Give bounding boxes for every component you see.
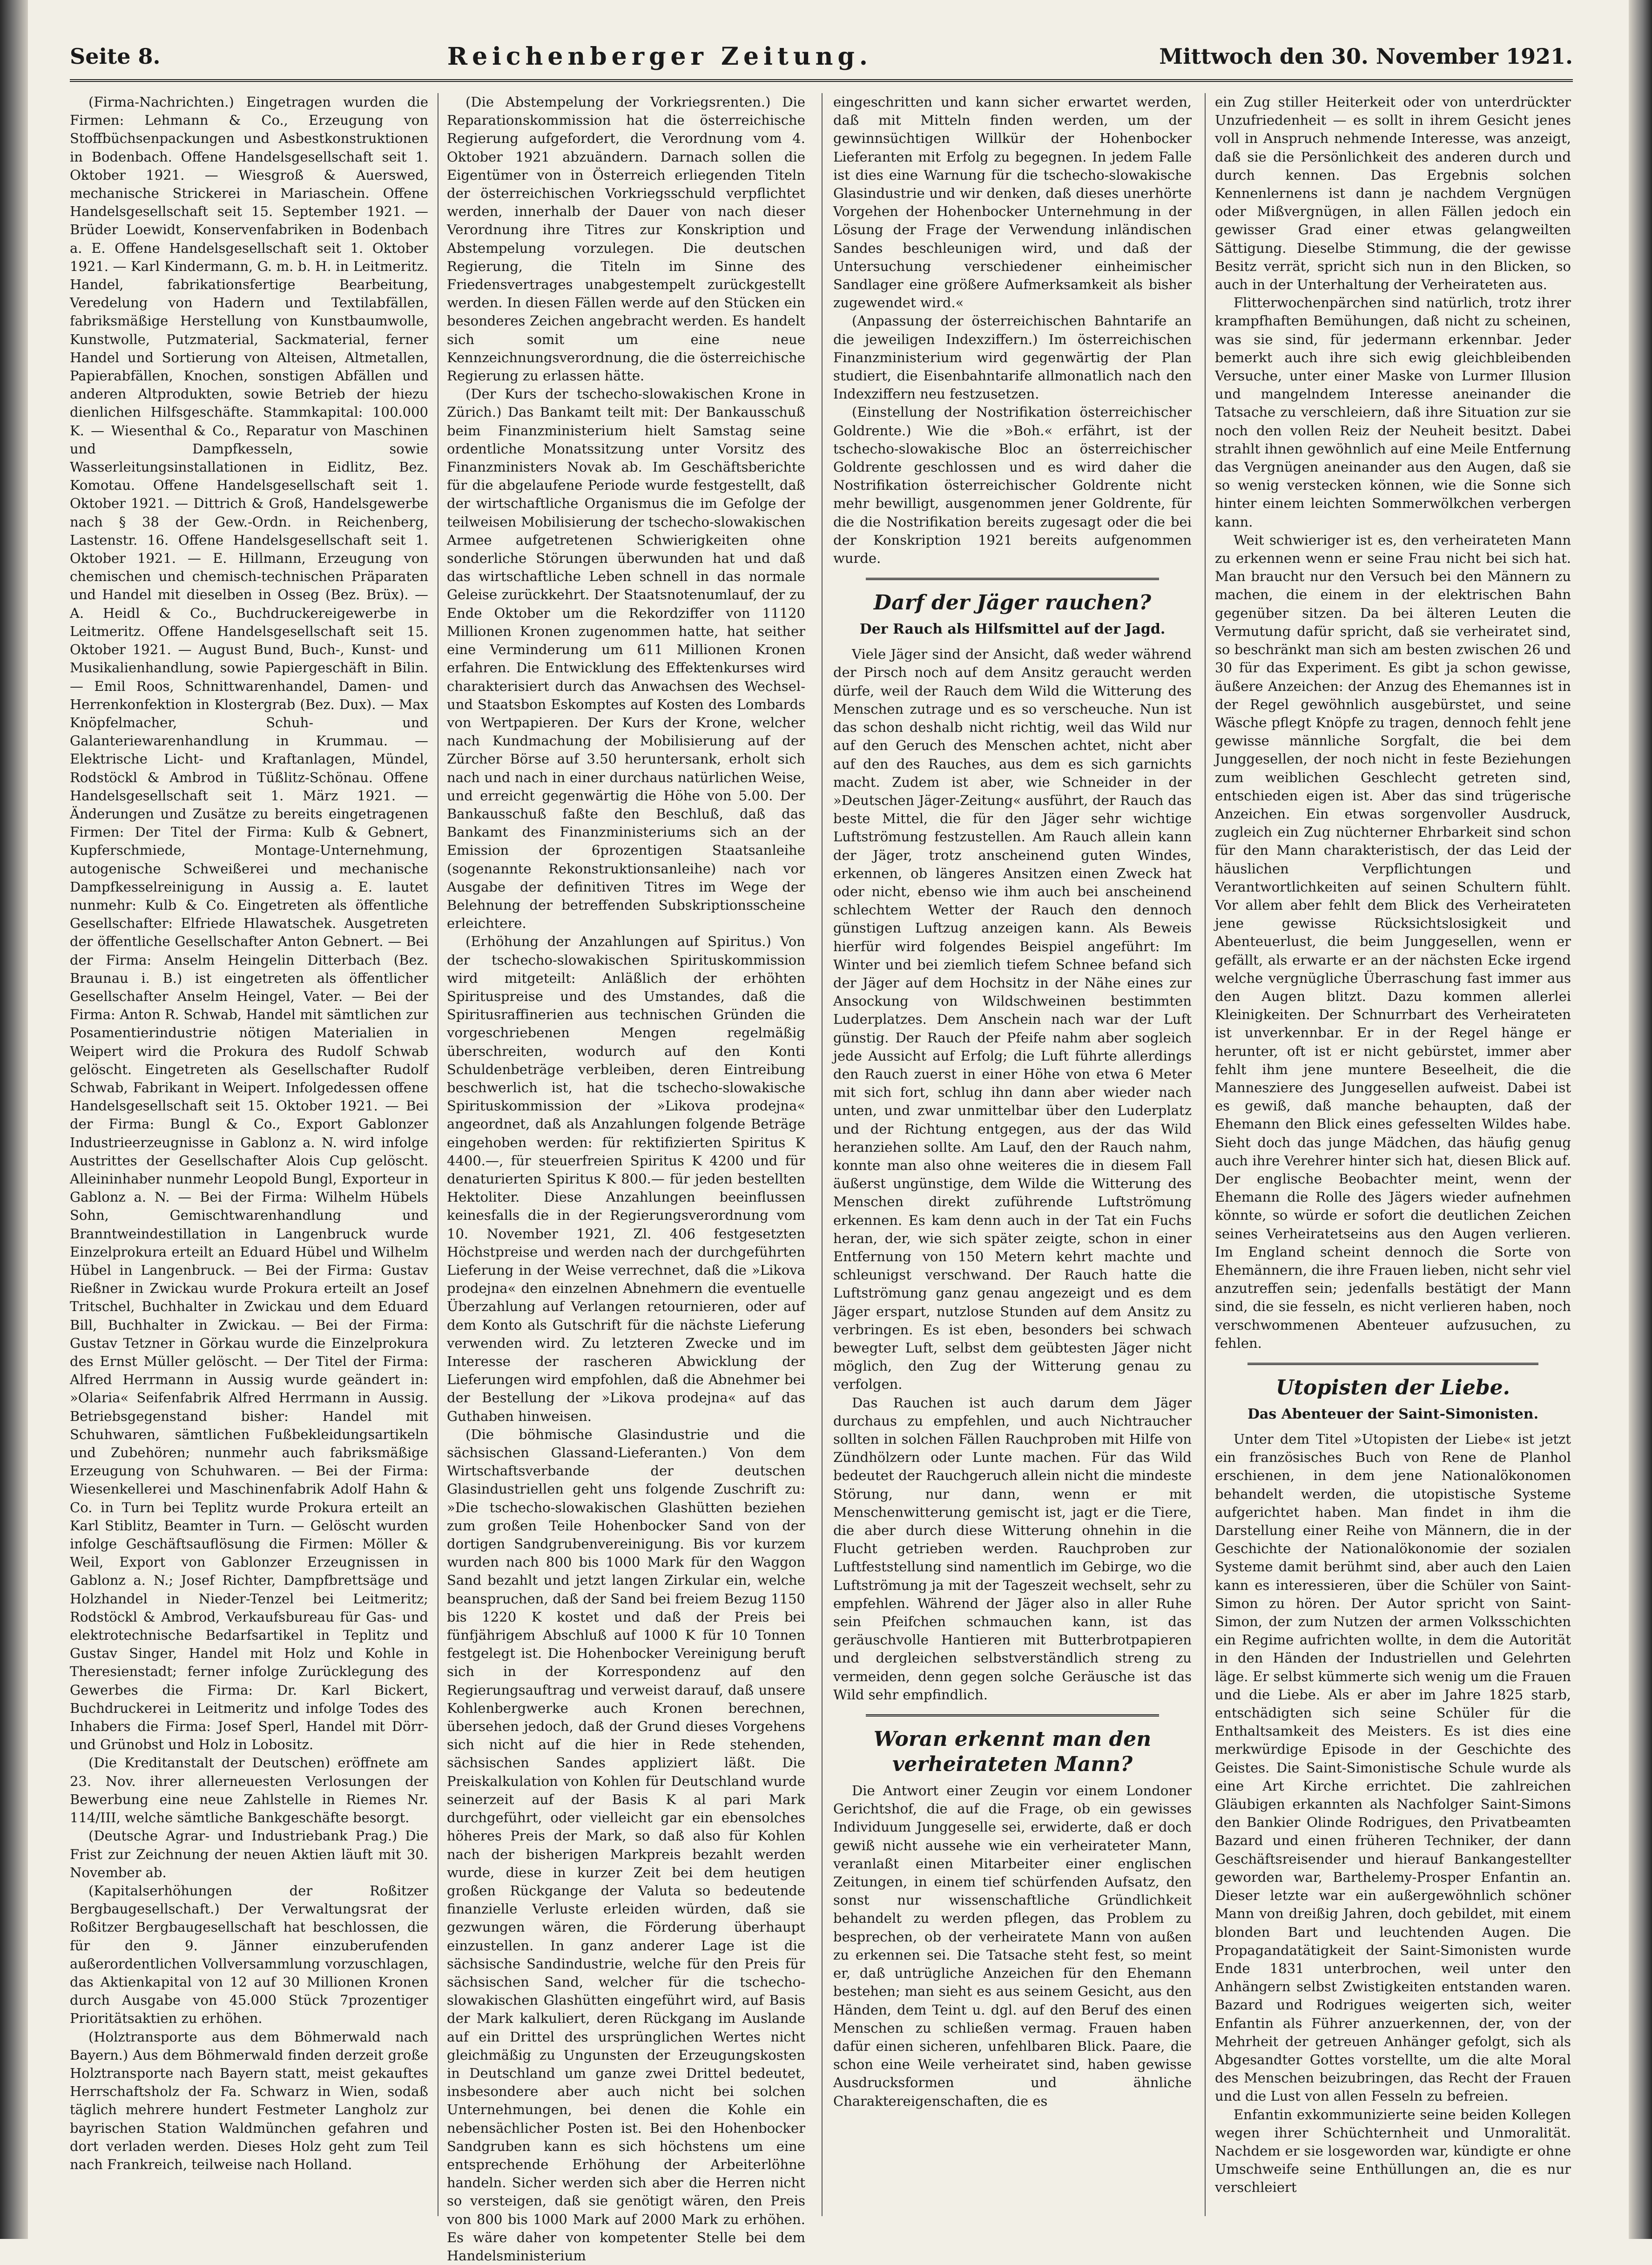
subheadline-utopisten: Das Abenteuer der Saint-Simonisten. — [1247, 1406, 1539, 1423]
column-3 — [833, 93, 1192, 2216]
article-utopisten-body: Unter dem Titel »Utopisten der Liebe« ist jetzt ein französisches Buch von Rene de Planhol erschienen, in dem jene Nationalökonomen behandelt werden, die utopistische Systeme aufgerichtet haben. Man findet in ihm die Darstellung einer Reihe von Männern, die in der Geschichte der Nationalökonomie der sozialen Systeme damit berühmt sind, aber auch den Laien kann es interessieren, über die Schüler von Saint-Simon zu hören. Der Autor spricht von Saint-Simon, der zum Nutzen der armen Volksschichten ein Regime aufrichten wollte, in dem die Autorität in den Händen der Industriellen und Gelehrten läge. Er selbst kümmerte sich wenig um die Frauen und die Liebe. Als er aber im Jahre 1825 starb, entschädigten sich seine Schüler für die Enthaltsamkeit des Meisters. Es ist dies eine merkwürdige Episode in der Geschichte des Geistes. Die Saint-Simonistische Schule wurde als eine Art Kirche errichtet. Die zahlreichen Gläubigen erkannten als Nachfolger Saint-Simons den Bankier Olinde Rodrigues, den Privatbeamten Bazard und einen früheren Techniker, der dann Geschäftsreisender und hierauf Bankangestellter geworden war, Barthelemy-Prosper Enfantin an. Dieser letzte war ein außergewöhnlich schöner Mann von dreißig Jahren, doch gebildet, mit einem blonden Bart und leuchtenden Augen. Die Propagandatätigkeit der Saint-Simonisten wurde Ende 1831 unterbrochen, weil unter den Anhängern selbst Zwistigkeiten entstanden waren. Bazard und Rodrigues weigerten sich, weiter Enfantin als Führer anzuerkennen, der, von der Mehrheit der getreuen Anhänger gefolgt, sich als Abgesandter Gottes vorstellte, um die alte Moral des Menschen beizubringen, das Recht der Frauen und die Lust von allen Fesseln zu befreien. — [1215, 1431, 1571, 2104]
column-4 — [1215, 93, 1571, 2216]
headline-jaeger: Darf der Jäger rauchen? — [873, 591, 1152, 615]
headline-verheirateter-mann: Woran erkennt man den verheirateten Mann? — [873, 1727, 1152, 1777]
article-firma-nachrichten: (Firma-Nachrichten.) Eingetragen wurden die Firmen: Lehmann & Co., Erzeugung von Stoffbüchsenpackungen und Asbestkonstruktionen in Bodenbach. Offene Handelsgesellschaft seit 1. Oktober 1921. — Wiesgroß & Auerswed, mechanische Strickerei in Mariaschein. Offene Handelsgesellschaft seit 15. September 1921. — Brüder Loewidt, Konservenfabriken in Bodenbach a. E. Offene Handelsgesellschaft seit 1. Oktober 1921. — Karl Kindermann, G. m. b. H. in Leitmeritz. Handel, fabrikationsfertige Bearbeitung, Veredelung von Hadern und Textilabfällen, fabriksmäßige Herstellung von Kunstbaumwolle, Kunstwolle, Putzmaterial, Sackmaterial, ferner Handel und Sortierung von Alteisen, Altmetallen, Papierabfällen, Knochen, sonstigen Abfällen und anderen Altprodukten, sowie Betrieb der hiezu dienlichen Hilfsgeschäfte. Stammkapital: 100.000 K. — Wiesenthal & Co., Reparatur von Maschinen und Dampfkesseln, sowie Wasserleitungsinstallationen in Eidlitz, Bez. Komotau. Offene Handelsgesellschaft seit 1. Oktober 1921. — Dittrich & Groß, Handelsgewerbe nach § 38 der Gew.-Ordn. in Reichenberg, Lastenstr. 16. Offene Handelsgesellschaft seit 1. Oktober 1921. — E. Hillmann, Erzeugung von chemischen und chemisch-technischen Präparaten und Handel mit dieselben in Osseg (Bez. Brüx). — A. Heidl & Co., Buchdruckereigewerbe in Leitmeritz. Offene Handelsgesellschaft seit 15. Oktober 1921. — August Bund, Buch-, Kunst- und Musikalienhandlung, sowie Papiergeschäft in Bilin. — Emil Roos, Schnittwarenhandel, Damen- und Herrenkonfektion in Klostergrab (Bez. Dux). — Max Knöpfelmacher, Schuh- und Galanteriewarenhandlung in Krummau. — Elektrische Licht- und Kraftanlagen, Mündel, Rodstöckl & Ambrod in Tüßlitz-Schönau. Offene Handelsgesellschaft seit 1. März 1921. — Änderungen und Zusätze zu bereits eingetragenen Firmen: Der Titel der Firma: Kulb & Gebnert, Kupferschmiede, Montage-Unternehmung, autogenische Schweißerei und mechanische Dampfkesselreinigung in Aussig a. E. lautet nunmehr: Kulb & Co. Eingetreten als öffentliche Gesellschafter: Elfriede Hlawatschek. Ausgetreten der öffentliche Gesellschafter Anton Gebnert. — Bei der Firma: Anselm Heingelin Ditterbach (Bez. Braunau i. B.) ist eingetreten als öffentlicher Gesellschafter Anselm Heingel, Vater. — Bei der Firma: Anton R. Schwab, Handel mit sämtlichen zur Posamentierindustrie nötigen Materialien in Weipert wird die Prokura des Rudolf Schwab gelöscht. Eingetreten als Gesellschafter Rudolf Schwab, Fabrikant in Weipert. Infolgedessen offene Handelsgesellschaft seit 15. Oktober 1921. — Bei der Firma: Bungl & Co., Export Gablonzer Industrieerzeugnisse in Gablonz a. N. wird infolge Austrittes der Gesellschafter Alois Cup gelöscht. Alleininhaber nunmehr Leopold Bungl, Exporteur in Gablonz a. N. — Bei der Firma: Wilhelm Hübels Sohn, Gemischtwarenhandlung und Branntweindestillation in Langenbruck wurde Einzelprokura erteilt an Eduard Hübel und Wilhelm Hübel in Langenbruck. — Bei der Firma: Gustav Rießner in Zwickau wurde Prokura erteilt an Josef Tritschel, Buchhalter in Zwickau und dem Eduard Bill, Buchhalter in Zwickau. — Bei der Firma: Gustav Tetzner in Görkau wurde die Einzelprokura des Ernst Müller gelöscht. — Der Titel der Firma: Alfred Herrmann in Aussig wurde geändert in: »Olaria« Seifenfabrik Alfred Herrmann in Aussig. Betriebsgegenstand bisher: Handel mit Schuhwaren, sämtlichen Fußbekleidungsartikeln und Zubehören; nunmehr auch fabriksmäßige Erzeugung von Schuhwaren. — Bei der Firma: Wiesenkellerei und Maschinenfabrik Adolf Hahn & Co. in Turn bei Teplitz wurde Prokura erteilt an Karl Stiblitz, Beamter in Turn. — Gelöscht wurden infolge Geschäftsauflösung die Firmen: Möller & Weil, Export von Gablonzer Erzeugnissen in Gablonz a. N.; Josef Richter, Dampfbrettsäge und Holzhandel in Nieder-Tenzel bei Leitmeritz; Rodstöckl & Ambrod, Verkaufsbureau für Gas- und elektrotechnische Bedarfsartikel in Teplitz und Gustav Singer, Handel mit Holz und Kohle in Theresienstadt; ferner infolge Zurücklegung des Gewerbes die Firma: Dr. Karl Bickert, Buchdruckerei in Leitmeritz und infolge Todes des Inhabers die Firma: Josef Sperl, Handel mit Dörr- und Grünobst und Holz in Lobositz. — [70, 94, 428, 1753]
scan-binding-shadow-left — [0, 0, 28, 2239]
column-2 — [447, 93, 805, 2264]
column-divider — [822, 93, 823, 2216]
article-goldrente: (Einstellung der Nostrifikation österreichischer Goldrente.) Wie die »Boh.« erfährt, ist der tschecho-slowakische Bloc an österreichischer Goldrente geschlossen und es wird daher die Nostrifikation österreichischer Goldrente nicht mehr bewilligt, ausgenommen jener Goldrente, für die die Nostrifikation bereits zugesagt oder die bei der Konskription 1921 bereits aufgenommen wurde. — [833, 404, 1192, 567]
article-jaeger-body: Viele Jäger sind der Ansicht, daß weder während der Pirsch noch auf dem Ansitz geraucht werden dürfe, weil der Rauch dem Wild die Witterung des Menschen zutrage und es so verscheuche. Nun ist das schon deshalb nicht richtig, weil das Wild nur auf den Geruch des Menschen achtet, nicht aber auf den des Rauches, aus dem es sich garnichts macht. Zudem ist aber, wie Schneider in der »Deutschen Jäger-Zeitung« ausführt, der Rauch das beste Mittel, die für den Jäger sehr wichtige Luftströmung festzustellen. Am Rauch allein kann der Jäger, trotz anscheinend guten Windes, erkennen, ob längeres Ansitzen einen Zweck hat oder nicht, ebenso wie ihm auch bei anscheinend schlechtem Wetter der Rauch den dennoch günstigen Luftzug anzeigen kann. Als Beweis hierfür wird folgendes Beispiel angeführt: Im Winter und bei ziemlich tiefem Schnee befand sich der Jäger auf dem Hochsitz in der Nähe eines zur Ansockung von Wildschweinen bestimmten Luderplatzes. Dem Anschein nach war der Luft günstig. Der Rauch der Pfeife nahm aber sogleich jede Aussicht auf Erfolg; die Luft führte allerdings den Rauch zuerst in einer Höhe von etwa 6 Meter mit sich fort, schlug ihn dann aber wieder nach unten, und zwar unmittelbar über den Luderplatz und der Richtung entgegen, aus der das Wild heranziehen sollte. Am Lauf, den der Rauch nahm, konnte man also ohne weiteres die in diesem Fall äußerst ungünstige, dem Wilde die Witterung des Menschen direkt zuführende Luftströmung erkennen. Es kam denn auch in der Tat ein Fuchs heran, der, wie sich später zeigte, schon in einer Entfernung von 150 Metern kehrt machte und schleunigst verschwand. Der Rauch hatte die Luftströmung ganz genau angezeigt und es dem Jäger erspart, nutzlose Stunden auf dem Ansitz zu verbringen. Es ist eben, besonders bei schwach bewegter Luft, selbst dem geübtesten Jäger nicht möglich, den Zug der Witterung genau zu verfolgen. — [833, 646, 1192, 1393]
article-glasindustrie-cont: eingeschritten und kann sicher erwartet werden, daß mit Mitteln finden werden, um der gewinnsüchtigen Willkür der Hohenbocker Lieferanten mit Erfolg zu begegnen. In jedem Falle ist dies eine Warnung für die tschecho-slowakische Glasindustrie und wir denken, daß dieses unerhörte Vorgehen der Hohenbocker Unternehmung in der Lösung der Frage der Verwendung inländischen Sandes beschleunigen wird, und daß der Untersuchung verschiedener einheimischer Sandlager eine größere Aufmerksamkeit als bisher zugewendet wird.« — [833, 94, 1192, 311]
column-divider — [1205, 93, 1206, 2216]
newspaper-title: Reichenberger Zeitung. — [447, 42, 872, 71]
headline-utopisten: Utopisten der Liebe. — [1276, 1376, 1510, 1400]
article-rossitzer-bergbau: (Kapitalserhöhungen der Roßitzer Bergbaugesellschaft.) Der Verwaltungsrat der Roßitzer Bergbaugesellschaft hat beschlossen, die für den 9. Jänner einzuberufenden außerordentlichen Vollversammlung vorzuschlagen, das Aktienkapital von 12 auf 30 Millionen Kronen durch Ausgabe von 45.000 Stück 7prozentiger Prioritätsaktien zu erhöhen. — [70, 1882, 428, 2027]
article-flitterwochen: Flitterwochenpärchen sind natürlich, trotz ihrer krampfhaften Bemühungen, daß nicht zu scheinen, was sie sind, für jedermann erkennbar. Jeder bemerkt auch ihre sich ewig gleichbleibenden Versuche, unter einer Maske von Lurmer Illusion und mangelndem Interesse aneinander die Tatsache zu verschleiern, daß ihre Situation zur sie noch den vollen Reiz der Neuheit besitzt. Dabei strahlt ihnen gewöhnlich auf eine Meile Entfernung das Vergnügen aneinander aus den Augen, daß sie so wenig verstecken können, wie die Sonne sich hinter einem leichten Sommerwölkchen verbergen kann. — [1215, 295, 1571, 530]
section-separator — [866, 1714, 1159, 1717]
article-kreditanstalt: (Die Kreditanstalt der Deutschen) eröffnete am 23. Nov. ihrer allerneuesten Verlosungen der Bewerbung eine neue Zahlstelle in Riemes Nr. 114/III, welche sämtliche Bankgeschäfte besorgt. — [70, 1755, 428, 1826]
article-bahntarife: (Anpassung der österreichischen Bahntarife an die jeweiligen Indexziffern.) Im österreichischen Finanzministerium wird gegenwärtig der Plan studiert, die Eisenbahntarife allmonatlich nach den Indexziffern neu festzusetzen. — [833, 313, 1192, 402]
section-separator — [1247, 1363, 1538, 1365]
header-rule — [70, 79, 1573, 82]
article-holztransporte: (Holztransporte aus dem Böhmerwald nach Bayern.) Aus dem Böhmerwald finden derzeit große Holztransporte nach Bayern statt, meist gekauftes Herrschaftsholz der Fa. Schwarz in Wien, sodaß täglich mehrere hundert Festmeter Langholz zur bayrischen Station Waldmünchen gefahren und dort verladen werden. Dieses Holz geht zum Teil nach Frankreich, teilweise nach Holland. — [70, 2028, 428, 2172]
article-vorkriegsrenten: (Die Abstempelung der Vorkriegsrenten.) Die Reparationskommission hat die österreichische Regierung aufgefordert, die Verordnung vom 4. Oktober 1921 abzuändern. Darnach sollen die Eigentümer von in Österreich erliegenden Titeln der österreichischen Vorkriegsschuld verpflichtet werden, innerhalb der Dauer von nach dieser Verordnung ihre Titres zur Konskription und Abstempelung vorzulegen. Die deutschen Regierung, die Titeln im Sinne des Friedensvertrages unabgestempelt zurückgestellt werden. In diesen Fällen werde auf den Stücken ein besonderes Zeichen angebracht werden. Es handelt sich somit um eine neue Kennzeichnungsverordnung, die die österreichische Regierung zu erlassen hätte. — [447, 94, 805, 384]
page-header — [70, 36, 1573, 76]
page-number: Seite 8. — [70, 44, 161, 69]
article-jaeger-body-2: Das Rauchen ist auch darum dem Jäger durchaus zu empfehlen, und auch Nichtraucher sollten in solchen Fällen Rauchproben mit Hilfe von Zündhölzern oder Lunte machen. Für das Wild bedeutet der Rauchgeruch allein nicht die mindeste Störung, nur dann, wenn er mit Menschenwitterung gemischt ist, jagt er die Tiere, die aber durch diese Witterung ohnehin in die Flucht getrieben werden. Rauchproben zur Luftfeststellung sind namentlich im Gebirge, wo die Luftströmung ja mit der Tageszeit wechselt, sehr zu empfehlen. Während der Jäger also in aller Ruhe sein Pfeifchen schmauchen kann, ist das geräuschvolle Hantieren mit Butterbrotpapieren und dergleichen selbstverständlich streng zu vermeiden, denn gegen solche Geräusche ist das Wild sehr empfindlich. — [833, 1394, 1192, 1703]
subheadline-jaeger: Der Rauch als Hilfsmittel auf der Jagd. — [859, 621, 1166, 638]
column-1 — [70, 93, 428, 2216]
issue-date: Mittwoch den 30. November 1921. — [1159, 44, 1573, 69]
article-verheirateter-mann-cont: ein Zug stiller Heiterkeit oder von unterdrückter Unzufriedenheit — es sollt in ihrem Gesicht jenes voll in Anspruch nehmende Interesse, was anzeigt, daß sie die Persönlichkeit des anderen durch und durch kennen. Das Ergebnis solchen Kennenlernens ist dann je nachdem Vergnügen oder Mißvergnügen, in allen Fällen jedoch ein gewisser Grad einer etwas gelangweilten Sättigung. Dieselbe Stimmung, die der gewisse Besitz verrät, spricht sich nun in den Blicken, so auch in der Unterhaltung der Verheirateten aus. — [1215, 94, 1571, 293]
article-agrarbank: (Deutsche Agrar- und Industriebank Prag.) Die Frist zur Zeichnung der neuen Aktien läuft mit 30. November ab. — [70, 1828, 428, 1880]
scan-edge-shadow-right — [1629, 0, 1652, 2239]
article-spiritus: (Erhöhung der Anzahlungen auf Spiritus.) Von der tschecho-slowakischen Spirituskommission wird mitgeteilt: Anläßlich der erhöhten Spirituspreise und des Umstandes, daß die Spiritusraffinerien aus technischen Gründen die vorgeschriebenen Mengen regelmäßig überschreiten, wodurch auf den Konti Schuldenbeträge verbleiben, deren Eintreibung beschwerlich ist, hat die tschecho-slowakische Spirituskommission der »Likova prodejna« angeordnet, daß als Anzahlungen folgende Beträge eingehoben werden: für rektifizierten Spiritus K 4400.—, für steuerfreien Spiritus K 4200 und für denaturierten Spiritus K 800.— für jeden bestellten Hektoliter. Diese Anzahlungen beeinflussen keinesfalls die in der Regierungsverordnung vom 10. November 1921, Zl. 406 festgesetzten Höchstpreise und werden nach der durchgeführten Lieferung in der Weise verrechnet, daß die »Likova prodejna« den einzelnen Abnehmern die eventuelle Überzahlung auf Verlangen retournieren, oder auf dem Konto als Gutschrift für die nächste Lieferung verwenden wird. Zu letzteren Zwecke und im Interesse der rascheren Abwicklung der Lieferungen wird empfohlen, daß die Abnehmer bei der Bestellung der »Likova prodejna« auf das Guthaben hinweisen. — [447, 933, 805, 1424]
section-separator — [866, 578, 1159, 580]
article-verheirateter-erkennen: Weit schwieriger ist es, den verheirateten Mann zu erkennen wenn er seine Frau nicht bei sich hat. Man braucht nur den Versuch bei den Männern zu machen, die einem in der elektrischen Bahn gegenüber sitzen. Da bei älteren Leuten die Vermutung dafür spricht, daß sie verheiratet sind, so beschränkt man sich am besten zwischen 26 und 30 für das Experiment. Es gibt ja schon gewisse, äußere Anzeichen: der Anzug des Ehemannes ist in der Regel gewöhnlich ausgebürstet, und seine Wäsche pflegt Knöpfe zu tragen, dennoch fehlt jene gewisse männliche Sorgfalt, die bei dem Junggesellen, der noch nicht in feste Beziehungen zum weiblichen Geschlecht getreten sind, entschieden eigen ist. Aber das sind trügerische Anzeichen. Ein etwas sorgenvoller Ausdruck, zugleich ein Zug nüchterner Ehrbarkeit sind schon für den Mann charakteristisch, der das Leid der häuslichen Verpflichtungen und Verantwortlichkeiten auf seinen Schultern fühlt. Vor allem aber fehlt dem Blick des Verheirateten jene gewisse Rücksichtslosigkeit und Abenteuerlust, die beim Junggesellen, wenn er gefällt, als erwarte er an der nächsten Ecke irgend welche vergnügliche Überraschung fast immer aus den Augen blitzt. Dazu kommen allerlei Kleinigkeiten. Der Schnurrbart des Verheirateten ist unverkennbar. Er in der Regel hänge er herunter, oft ist er nicht gebürstet, immer aber fehlt ihm jene muntere Beseelheit, die die Mannesziere des Junggesellen aufweist. Dabei ist es gewiß, daß manche behaupten, daß der Ehemann den Blick eines gefesselten Wildes habe. Sieht doch das junge Mädchen, das häufig genug auch ihre Verehrer hinter sich hat, diesen Blick auf. Der englische Beobachter meint, wenn der Ehemann die Rolle des Jägers wieder aufnehmen könnte, so würde er sofort die deutlichen Zeichen seines Verheiratetseins aus den Augen verlieren. Im England scheint dennoch die Sorte von Ehemännern, die ihre Frauen lieben, nicht sehr viel anzutreffen sein; jedenfalls bestätigt der Mann sind, die sie fesseln, es nicht verlieren haben, noch verschwommenen Abenteuer aufzusuchen, zu fehlen. — [1215, 532, 1571, 1351]
article-verheirateter-mann-body: Die Antwort einer Zeugin vor einem Londoner Gerichtshof, die auf die Frage, ob ein gewisses Individuum Junggeselle sei, erwiderte, daß er doch gewiß nicht aussehe wie ein verheirateter Mann, veranlaßt einen Mitarbeiter einer englischen Zeitungen, in einem tief schürfenden Aufsatz, den sonst nur wissenschaftliche Gründlichkeit behandelt zu werden pflegen, das Problem zu besprechen, ob der verheiratete Mann von außen zu erkennen sei. Die Tatsache steht fest, so meint er, daß untrügliche Anzeichen für den Ehemann bestehen; man sieht es aus seinem Gesicht, aus den Händen, dem Teint u. dgl. auf den Beruf des einen Menschen zu schließen vermag. Frauen haben dafür einen sicheren, unfehlbaren Blick. Paare, die schon eine Weile verheiratet sind, haben gewisse Ausdrucksformen und ähnliche Charaktereigenschaften, die es — [833, 1783, 1192, 2109]
article-utopisten-body-2: Enfantin exkommunizierte seine beiden Kollegen wegen ihrer Schüchternheit und Unmoralität. Nachdem er sie losgeworden war, kündigte er ohne Umschweife seine Enthüllungen an, die es nur verschleiert — [1215, 2106, 1571, 2196]
article-kronenkurs: (Der Kurs der tschecho-slowakischen Krone in Zürich.) Das Bankamt teilt mit: Der Bankausschuß beim Finanzministerium hielt Samstag seine ordentliche Monatssitzung unter Vorsitz des Finanzministers Novak ab. Im Geschäftsberichte für die abgelaufene Periode wurde festgestellt, daß der wirtschaftliche Organismus die im Gefolge der teilweisen Mobilisierung der tschecho-slowakischen Armee aufgetretenen Schwierigkeiten ohne sonderliche Störungen überwunden hat und daß das wirtschaftliche Leben schnell in das normale Geleise zurückkehrt. Der Staatsnotenumlauf, der zu Ende Oktober um die Rekordziffer von 11120 Millionen Kronen zugenommen hatte, hat seither eine Verminderung um 611 Millionen Kronen erfahren. Die Entwicklung des Effektenkurses wird charakterisiert durch das Anwachsen des Wechsel- und Staatsbon Eskomptes auf Kosten des Lombards von Wertpapieren. Der Kurs der Krone, welcher nach Kundmachung der Mobilisierung auf der Zürcher Börse auf 3.50 heruntersank, erholt sich nach und nach in einer durchaus natürlichen Weise, und erreicht gegenwärtig die Höhe von 5.00. Der Bankausschuß faßte den Beschluß, daß das Bankamt des Finanzministeriums sich an der Emission der 6prozentigen Staatsanleihe (sogenannte Rekonstruktionsanleihe) nach vor Ausgabe der definitiven Titres im Wege der Belehnung der betreffenden Subskriptionsscheine erleichtere. — [447, 386, 805, 932]
article-glasindustrie: (Die böhmische Glasindustrie und die sächsischen Glassand-Lieferanten.) Von dem Wirtschaftsverbande der deutschen Glasindustriellen geht uns folgende Zuschrift zu: »Die tschecho-slowakischen Glashütten beziehen zum großen Teile Hohenbocker Sand von der dortigen Sandgrubenvereinigung. Bis vor kurzem wurden nach 800 bis 1000 Mark für den Waggon Sand bezahlt und jetzt langen Zirkular ein, welche beanspruchen, daß der Sand bei freiem Bezug 1150 bis 1220 K kostet und daß der Preis bei fünfjährigem Abschluß auf 1000 K für 10 Tonnen festgelegt ist. Die Hohenbocker Vereinigung beruft sich in der Korrespondenz auf den Regierungsauftrag und verweist darauf, daß unsere Kohlenbergwerke auch Kronen berechnen, übersehen jedoch, daß der Grund dieses Vorgehens sich nicht auf die hier in Rede stehenden, sächsischen Sandes appliziert läßt. Die Preiskalkulation von Kohlen für Deutschland wurde seinerzeit auf der Basis K al pari Mark durchgeführt, oder vielleicht gar ein ebensolches höheres Preis der Mark, so daß also für Kohlen nach der bisherigen Markpreis bezahlt werden wurde, diese in kurzer Zeit bei dem heutigen großen Rückgange der Valuta so bedeutende finanzielle Verluste erleiden würden, daß sie gezwungen wären, die Förderung überhaupt einzustellen. In ganz anderer Lage ist die sächsische Sandindustrie, welche für den Preis für sächsischen Sand, welcher für die tschecho-slowakischen Glashütten eingeführt wird, auf Basis der Mark kalkuliert, deren Rückgang im Auslande auf ein Drittel des ursprünglichen Wertes nicht gleichmäßig zu Ungunsten der Erzeugungskosten in Deutschland um ganze zwei Drittel bedeutet, insbesondere aber auch nicht bei solchen Unternehmungen, bei denen die Kohle ein nebensächlicher Posten ist. Bei den Hohenbocker Sandgruben kann es sich höchstens um eine entsprechende Erhöhung der Arbeiterlöhne handeln. Sicher werden sich aber die Herren nicht so versteigen, daß sie genötigt wären, den Preis von 800 bis 1000 Mark auf 2000 Mark zu erhöhen. Es wäre daher von kompetenter Stelle bei dem Handelsministerium — [447, 1426, 805, 2264]
